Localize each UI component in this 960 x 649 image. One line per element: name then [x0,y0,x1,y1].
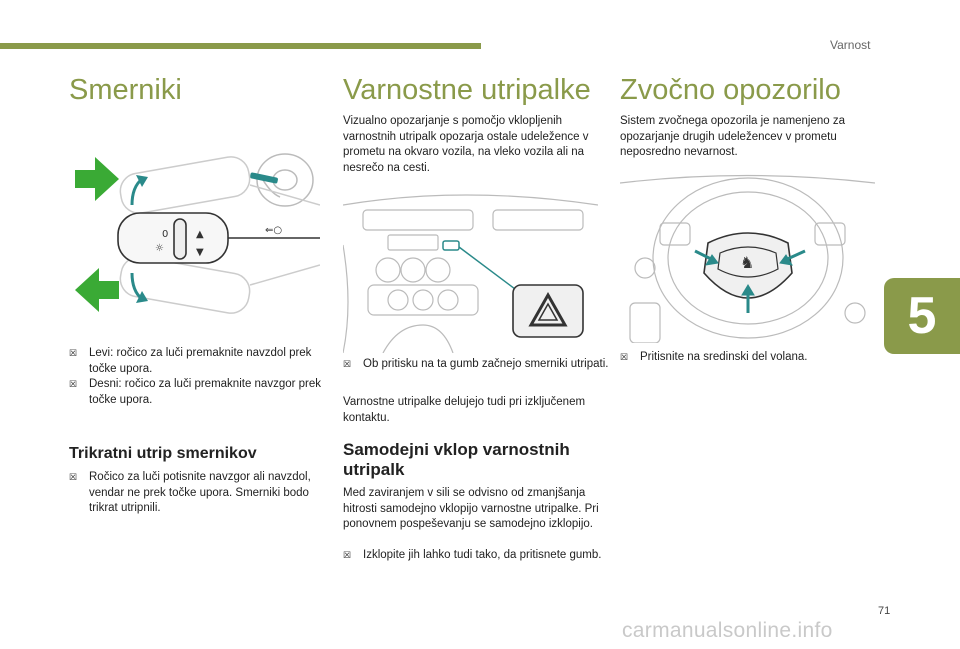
bullet-marker: ☒ [343,359,352,369]
bullet-marker: ☒ [69,379,78,389]
triple-flash-heading: Trikratni utrip smernikov [69,445,257,462]
svg-text:▲: ▲ [196,229,204,240]
horn-intro: Sistem zvočnega opozorila je namenjeno za opozarjanje drugih udeležencev v prometu neposredno nevarnost. [620,115,846,158]
svg-text:0: 0 [162,229,169,240]
hazard-button-illustration [343,185,598,353]
auto-hazard-text: Med zaviranjem v sili se odvisno od zmanjšanja hitrosti samodejno vklopijo varnostne utripalke. Pri ponovnem pospeševanju se samodejno izklopijo. [343,487,599,530]
horn-title: Zvočno opozorilo [620,74,841,106]
triple-flash-bullet: ☒ Ročico za luči potisnite navzgor ali navzdol, vendar ne prek točke upora. Smerniki bodo trikrat utripnili. [69,471,311,514]
hazard-title: Varnostne utripalke [343,74,591,106]
svg-text:▼: ▼ [196,247,204,258]
page-number: 71 [878,605,891,617]
svg-text:☼: ☼ [155,243,164,254]
hazard-bullet: ☒ Ob pritisku na ta gumb začnejo smerniki utripati. [343,357,613,373]
turn-signal-illustration [70,145,320,325]
light-stalk [118,213,320,263]
hazard-button-icon [513,285,583,337]
hazard-note: Varnostne utripalke delujejo tudi pri izključenem kontaktu. [343,396,586,424]
smerniki-title: Smerniki [69,74,182,106]
section-label: Varnost [830,38,871,52]
hazard-intro: Vizualno opozarjanje s pomočjo vklopljenih varnostnih utripalk opozarja ostale udeležence v prometu na okvaro vozila, na vleko vozila ali na nesrečo na cesti. [343,115,589,174]
chapter-tab: 5 [884,278,960,354]
bullet-marker: ☒ [69,348,78,358]
bullet-marker: ☒ [343,550,352,560]
bullet-marker: ☒ [620,352,629,362]
left-arrow-icon [75,268,119,312]
auto-hazard-bullet: ☒ Izklopite jih lahko tudi tako, da pritisnete gumb. [343,548,608,564]
watermark: carmanualsonline.info [622,619,833,642]
bullet-marker: ☒ [69,472,78,482]
svg-text:⇐○: ⇐○ [265,225,283,236]
right-arrow-icon [75,157,119,201]
auto-hazard-heading: Samodejni vklop varnostnih utripalk [343,440,570,479]
horn-bullet: ☒ Pritisnite na sredinski del volana. [620,350,890,366]
svg-text:♞: ♞ [740,253,755,272]
top-accent-bar [0,43,481,49]
horn-illustration [620,173,875,343]
bullet-left: ☒ Levi: ročico za luči premaknite navzdol prek točke upora. [69,347,312,375]
bullet-right: ☒ Desni: ročico za luči premaknite navzgor prek točke upora. [69,378,322,406]
